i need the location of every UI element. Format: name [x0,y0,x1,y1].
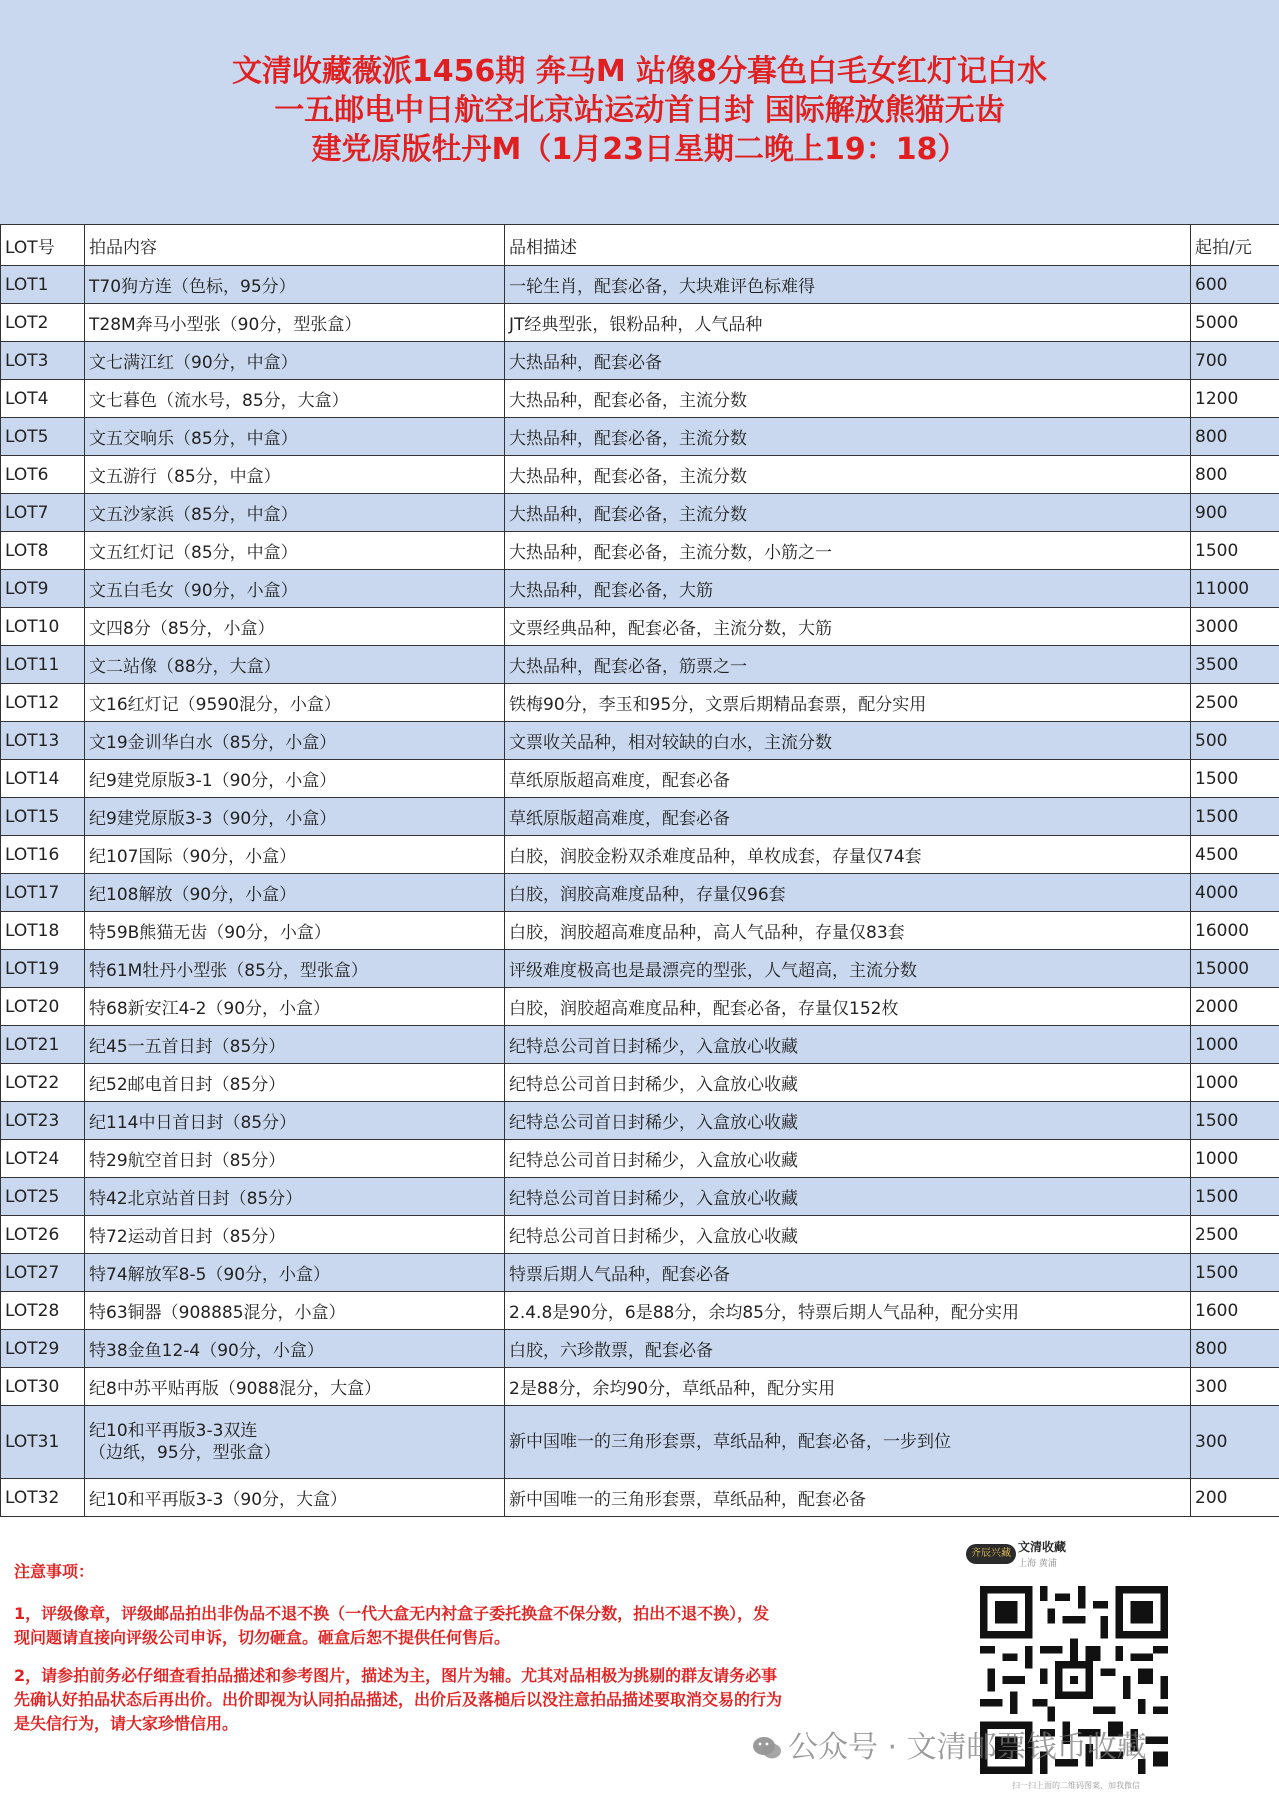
brand-logo: 齐辰兴藏 [966,1544,1016,1564]
item-content: 纪45一五首日封（85分） [85,1026,505,1064]
condition-description: 白胶，润胶高难度品种，存量仅96套 [505,874,1191,912]
condition-description: 纪特总公司首日封稀少，入盒放心收藏 [505,1102,1191,1140]
table-row [1,950,1279,988]
condition-description: 铁梅90分，李玉和95分，文票后期精品套票，配分实用 [505,684,1191,722]
condition-description: 纪特总公司首日封稀少，入盒放心收藏 [505,1216,1191,1254]
lot-number: LOT29 [1,1330,85,1368]
header-starting-price: 起拍/元 [1191,225,1279,266]
title-line-2: 一五邮电中日航空北京站运动首日封 国际解放熊猫无齿 [274,93,1005,128]
lot-number: LOT25 [1,1178,85,1216]
table-row [1,608,1279,646]
condition-description: 大热品种，配套必备，筋票之一 [505,646,1191,684]
note-item-1: 1，评级像章，评级邮品拍出非伪品不退不换（一代大盒无内衬盒子委托换盒不保分数，拍出不退不换），发现问题请直接向评级公司申诉，切勿砸盒。砸盒后恕不提供任何售后。 [14,1604,770,1647]
condition-description: 大热品种，配套必备，主流分数 [505,494,1191,532]
table-row [1,1026,1279,1064]
table-row [1,722,1279,760]
condition-description: 文票收关品种，相对较缺的白水，主流分数 [505,722,1191,760]
condition-description: 大热品种，配套必备，主流分数 [505,456,1191,494]
starting-price: 500 [1191,722,1279,760]
item-content: 文五游行（85分，中盒） [85,456,505,494]
item-content: 特29航空首日封（85分） [85,1140,505,1178]
header-condition: 品相描述 [505,225,1191,266]
contact-location: 上海 黄浦 [1018,1559,1057,1569]
condition-description: 白胶，六珍散票，配套必备 [505,1330,1191,1368]
wechat-icon [752,1736,782,1760]
starting-price: 2000 [1191,988,1279,1026]
item-content: 文五红灯记（85分，中盒） [85,532,505,570]
condition-description: 纪特总公司首日封稀少，入盒放心收藏 [505,1178,1191,1216]
table-row [1,304,1279,342]
starting-price: 200 [1191,1479,1279,1517]
table-row [1,1479,1279,1517]
table-row [1,342,1279,380]
starting-price: 15000 [1191,950,1279,988]
item-content: 纪10和平再版3-3（90分，大盒） [85,1479,505,1517]
table-row [1,570,1279,608]
condition-description: 白胶，润胶金粉双杀难度品种，单枚成套，存量仅74套 [505,836,1191,874]
item-content: 特42北京站首日封（85分） [85,1178,505,1216]
item-content: 文五沙家浜（85分，中盒） [85,494,505,532]
table-row [1,1102,1279,1140]
condition-description: 一轮生肖，配套必备，大块难评色标难得 [505,266,1191,304]
lot-number: LOT19 [1,950,85,988]
item-content: 纪9建党原版3-1（90分，小盒） [85,760,505,798]
notes-heading: 注意事项： [14,1562,95,1581]
item-content: 纪107国际（90分，小盒） [85,836,505,874]
item-content: 纪52邮电首日封（85分） [85,1064,505,1102]
condition-description: 评级难度极高也是最漂亮的型张，人气超高，主流分数 [505,950,1191,988]
item-content: 特74解放军8-5（90分，小盒） [85,1254,505,1292]
condition-description: 草纸原版超高难度，配套必备 [505,798,1191,836]
lot-number: LOT5 [1,418,85,456]
lot-number: LOT6 [1,456,85,494]
table-header-row [1,225,1279,266]
condition-description: 纪特总公司首日封稀少，入盒放心收藏 [505,1026,1191,1064]
lot-table [0,224,1279,1517]
condition-description: 新中国唯一的三角形套票，草纸品种，配套必备 [505,1479,1191,1517]
item-content: 纪9建党原版3-3（90分，小盒） [85,798,505,836]
lot-number: LOT31 [1,1406,85,1479]
starting-price: 5000 [1191,304,1279,342]
lot-number: LOT8 [1,532,85,570]
starting-price: 1000 [1191,1064,1279,1102]
table-row [1,1178,1279,1216]
starting-price: 3000 [1191,608,1279,646]
table-row [1,1368,1279,1406]
condition-description: 大热品种，配套必备，大筋 [505,570,1191,608]
lot-number: LOT11 [1,646,85,684]
table-row [1,418,1279,456]
condition-description: 大热品种，配套必备，主流分数，小筋之一 [505,532,1191,570]
lot-number: LOT12 [1,684,85,722]
starting-price: 600 [1191,266,1279,304]
item-content: 特61M牡丹小型张（85分，型张盒） [85,950,505,988]
starting-price: 4500 [1191,836,1279,874]
item-content: 纪108解放（90分，小盒） [85,874,505,912]
condition-description: 大热品种，配套必备，主流分数 [505,380,1191,418]
condition-description: 新中国唯一的三角形套票，草纸品种，配套必备，一步到位 [505,1406,1191,1479]
lot-number: LOT27 [1,1254,85,1292]
table-row [1,1064,1279,1102]
condition-description: 特票后期人气品种，配套必备 [505,1254,1191,1292]
table-row [1,760,1279,798]
condition-description: 2.4.8是90分，6是88分，余均85分，特票后期人气品种，配分实用 [505,1292,1191,1330]
contact-name: 文清收藏 [1018,1540,1067,1554]
table-row [1,646,1279,684]
item-content: 特38金鱼12-4（90分，小盒） [85,1330,505,1368]
header-item-content: 拍品内容 [85,225,505,266]
watermark-text: 公众号 · 文清邮票钱币收藏 [788,1730,1147,1765]
item-content: 特59B熊猫无齿（90分，小盒） [85,912,505,950]
table-row [1,266,1279,304]
starting-price: 800 [1191,1330,1279,1368]
starting-price: 1500 [1191,760,1279,798]
lot-number: LOT22 [1,1064,85,1102]
lot-number: LOT3 [1,342,85,380]
item-content: 特63铜器（908885混分，小盒） [85,1292,505,1330]
table-row [1,456,1279,494]
starting-price: 2500 [1191,684,1279,722]
lot-number: LOT4 [1,380,85,418]
title-line-1: 文清收藏薇派1456期 奔马M 站像8分暮色白毛女红灯记白水 [231,54,1048,89]
starting-price: 1500 [1191,532,1279,570]
table-row [1,1406,1279,1479]
table-row [1,836,1279,874]
auction-title [0,52,1279,169]
starting-price: 11000 [1191,570,1279,608]
item-content: 文五白毛女（90分，小盒） [85,570,505,608]
table-row [1,798,1279,836]
lot-number: LOT28 [1,1292,85,1330]
condition-description: 纪特总公司首日封稀少，入盒放心收藏 [505,1064,1191,1102]
item-content: 文七满江红（90分，中盒） [85,342,505,380]
starting-price: 300 [1191,1406,1279,1479]
table-row [1,684,1279,722]
starting-price: 800 [1191,456,1279,494]
starting-price: 1600 [1191,1292,1279,1330]
lot-number: LOT13 [1,722,85,760]
condition-description: 白胶，润胶超高难度品种，高人气品种，存量仅83套 [505,912,1191,950]
condition-description: 文票经典品种，配套必备，主流分数，大筋 [505,608,1191,646]
item-content: 文19金训华白水（85分，小盒） [85,722,505,760]
table-row [1,1254,1279,1292]
table-row [1,1292,1279,1330]
lot-number: LOT14 [1,760,85,798]
title-line-3: 建党原版牡丹M（1月23日星期二晚上19：18） [311,132,968,167]
header-lot-number: LOT号 [1,225,85,266]
item-content: T28M奔马小型张（90分，型张盒） [85,304,505,342]
lot-number: LOT10 [1,608,85,646]
lot-number: LOT23 [1,1102,85,1140]
item-content: 纪114中日首日封（85分） [85,1102,505,1140]
item-content: 文二站像（88分，大盒） [85,646,505,684]
item-content: 特68新安江4-2（90分，小盒） [85,988,505,1026]
lot-number: LOT7 [1,494,85,532]
table-row [1,532,1279,570]
table-row [1,380,1279,418]
lot-number: LOT1 [1,266,85,304]
table-row [1,874,1279,912]
watermark [752,1722,1147,1766]
note-item-2: 2，请参拍前务必仔细查看拍品描述和参考图片，描述为主，图片为辅。尤其对品相极为挑剔的群友请务必事先确认好拍品状态后再出价。出价即视为认同拍品描述，出价后及落槌后以没注意拍品描述要取消交易的行为是失信行为，请大家珍惜信用。 [14,1666,783,1733]
starting-price: 700 [1191,342,1279,380]
lot-number: LOT21 [1,1026,85,1064]
starting-price: 1500 [1191,1102,1279,1140]
item-content: 文五交响乐（85分，中盒） [85,418,505,456]
item-content: 文16红灯记（9590混分，小盒） [85,684,505,722]
table-row [1,1140,1279,1178]
lot-number: LOT32 [1,1479,85,1517]
condition-description: 纪特总公司首日封稀少，入盒放心收藏 [505,1140,1191,1178]
starting-price: 1500 [1191,1254,1279,1292]
lot-number: LOT9 [1,570,85,608]
condition-description: JT经典型张，银粉品种，人气品种 [505,304,1191,342]
qr-caption: 扫一扫上面的二维码图案，加我微信 [1012,1781,1140,1790]
lot-number: LOT2 [1,304,85,342]
starting-price: 3500 [1191,646,1279,684]
notes-section [14,1560,784,1750]
table-row [1,988,1279,1026]
starting-price: 4000 [1191,874,1279,912]
starting-price: 1000 [1191,1026,1279,1064]
condition-description: 2是88分，余均90分，草纸品种，配分实用 [505,1368,1191,1406]
table-row [1,1330,1279,1368]
starting-price: 300 [1191,1368,1279,1406]
lot-number: LOT16 [1,836,85,874]
starting-price: 1500 [1191,798,1279,836]
starting-price: 2500 [1191,1216,1279,1254]
table-row [1,494,1279,532]
lot-number: LOT30 [1,1368,85,1406]
table-row [1,1216,1279,1254]
lot-number: LOT18 [1,912,85,950]
condition-description: 草纸原版超高难度，配套必备 [505,760,1191,798]
table-row [1,912,1279,950]
item-content: 特72运动首日封（85分） [85,1216,505,1254]
item-content: T70狗方连（色标，95分） [85,266,505,304]
condition-description: 大热品种，配套必备，主流分数 [505,418,1191,456]
lot-number: LOT17 [1,874,85,912]
starting-price: 16000 [1191,912,1279,950]
starting-price: 1200 [1191,380,1279,418]
condition-description: 白胶，润胶超高难度品种，配套必备，存量仅152枚 [505,988,1191,1026]
starting-price: 1000 [1191,1140,1279,1178]
item-content: 文七暮色（流水号，85分，大盒） [85,380,505,418]
lot-number: LOT26 [1,1216,85,1254]
lot-table-body [1,266,1279,1517]
lot-number: LOT24 [1,1140,85,1178]
item-content: 纪8中苏平贴再版（9088混分，大盒） [85,1368,505,1406]
item-content: 文四8分（85分，小盒） [85,608,505,646]
item-content: 纪10和平再版3-3双连 （边纸，95分，型张盒） [85,1406,505,1479]
condition-description: 大热品种，配套必备 [505,342,1191,380]
starting-price: 900 [1191,494,1279,532]
lot-number: LOT15 [1,798,85,836]
starting-price: 800 [1191,418,1279,456]
lot-number: LOT20 [1,988,85,1026]
starting-price: 1500 [1191,1178,1279,1216]
page-header [0,0,1279,224]
